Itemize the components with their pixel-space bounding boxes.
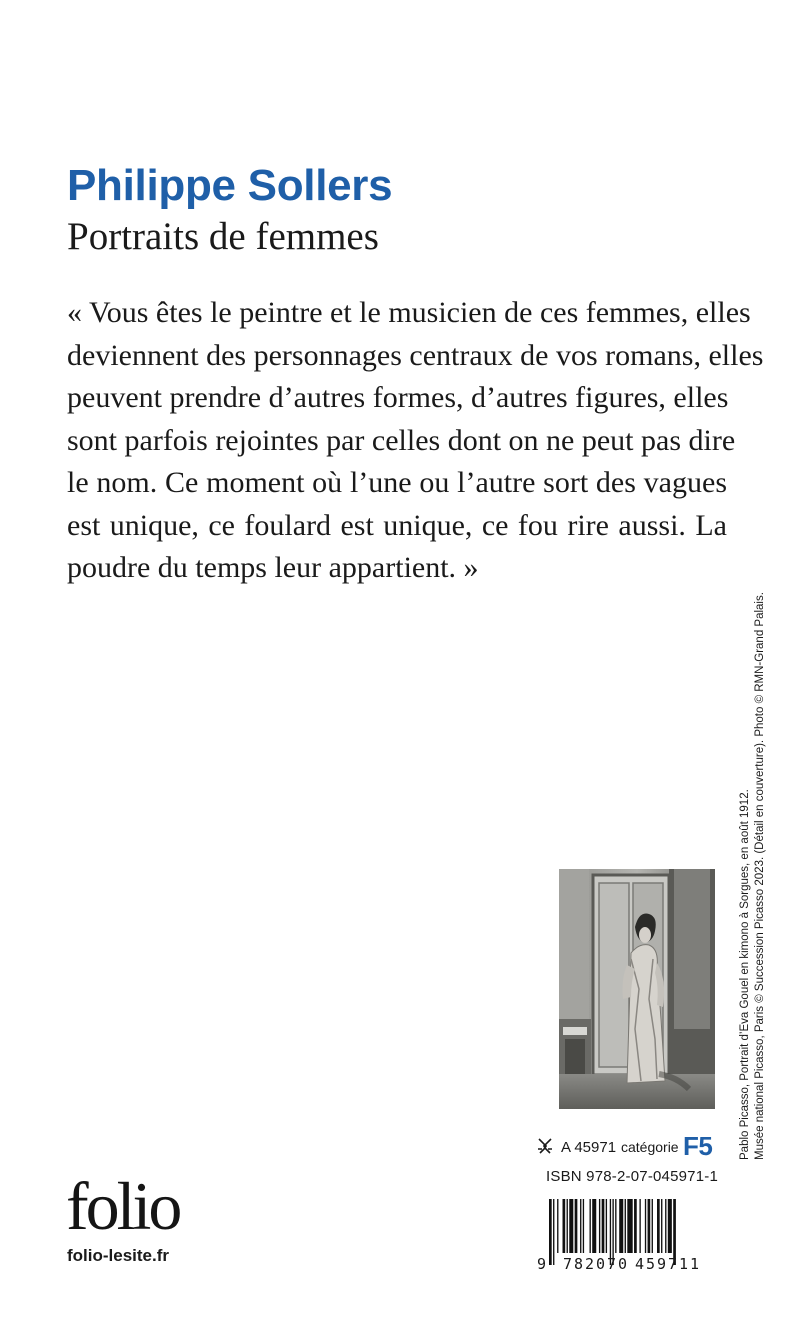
catalog-info [537, 1133, 717, 1165]
blurb-line: le nom. Ce moment où l’une ou l’autre sort des vagues [67, 466, 727, 499]
barcode-bar [661, 1199, 662, 1253]
barcode-bar [583, 1199, 584, 1253]
barcode [537, 1199, 715, 1271]
author-name: Philippe Sollers [67, 161, 393, 210]
photo-credit-line: Musée national Picasso, Paris © Succession Picasso 2023. (Détail en couverture). Photo © RMN-Grand Palais. [753, 592, 766, 1160]
barcode-bar [592, 1199, 596, 1253]
blurb-line: poudre du temps leur appartient. » [67, 551, 479, 584]
barcode-bar [567, 1199, 568, 1253]
barcode-bar [652, 1199, 653, 1253]
barcode-bar [634, 1199, 637, 1253]
blurb-line: « Vous êtes le peintre et le musicien de ces femmes, elles [67, 296, 751, 329]
book-title: Portraits de femmes [67, 215, 379, 258]
barcode-bar [615, 1199, 616, 1253]
barcode-bar [639, 1199, 640, 1253]
barcode-bar [569, 1199, 573, 1253]
barcode-bar [549, 1199, 552, 1265]
cover-photo-detail [559, 869, 715, 1109]
barcode-bar [599, 1199, 600, 1253]
barcode-bar [619, 1199, 623, 1253]
barcode-graphic [537, 1199, 715, 1271]
publisher-website: folio-lesite.fr [67, 1246, 170, 1265]
barcode-digit-prefix: 9 [537, 1255, 547, 1271]
blurb-line: peuvent prendre d’autres formes, d’autres figures, elles [67, 381, 729, 414]
blurb-line: sont parfois rejointes par celles dont on ne peut pas dire [67, 423, 736, 457]
photo-credit-line: Pablo Picasso, Portrait d’Eva Gouel en kimono à Sorgues, en août 1912. [739, 789, 751, 1160]
photo-illustration [559, 869, 715, 1109]
barcode-bar [648, 1199, 651, 1253]
blurb-line: est unique, ce foulard est unique, ce fou rire aussi. La [67, 508, 727, 542]
publisher-logo: folio [66, 1168, 180, 1244]
back-cover-blurb [67, 292, 764, 590]
barcode-bar [668, 1199, 672, 1253]
gallimard-emblem-icon [537, 1137, 553, 1155]
barcode-digits-right: 459711 [635, 1255, 699, 1271]
barcode-bar [625, 1199, 626, 1253]
barcode-bar [665, 1199, 666, 1253]
barcode-bar [553, 1199, 554, 1265]
barcode-bar [657, 1199, 660, 1253]
barcode-digits-left: 782070 [563, 1255, 627, 1271]
barcode-bar [627, 1199, 632, 1253]
barcode-bar [580, 1199, 581, 1253]
isbn-number: ISBN 978-2-07-045971-1 [546, 1168, 719, 1185]
barcode-bar [575, 1199, 578, 1253]
blurb-line: deviennent des personnages centraux de vos romans, elles [67, 338, 764, 372]
barcode-bar [557, 1199, 558, 1253]
photo-credit [738, 592, 767, 1160]
category-label: catégorie [621, 1139, 679, 1155]
catalog-reference: A 45971 [561, 1139, 617, 1156]
barcode-bar [563, 1199, 566, 1253]
barcode-bar [602, 1199, 605, 1253]
category-code: F5 [683, 1131, 713, 1161]
barcode-bar [590, 1199, 591, 1253]
barcode-bar [645, 1199, 646, 1253]
barcode-bar [606, 1199, 607, 1253]
